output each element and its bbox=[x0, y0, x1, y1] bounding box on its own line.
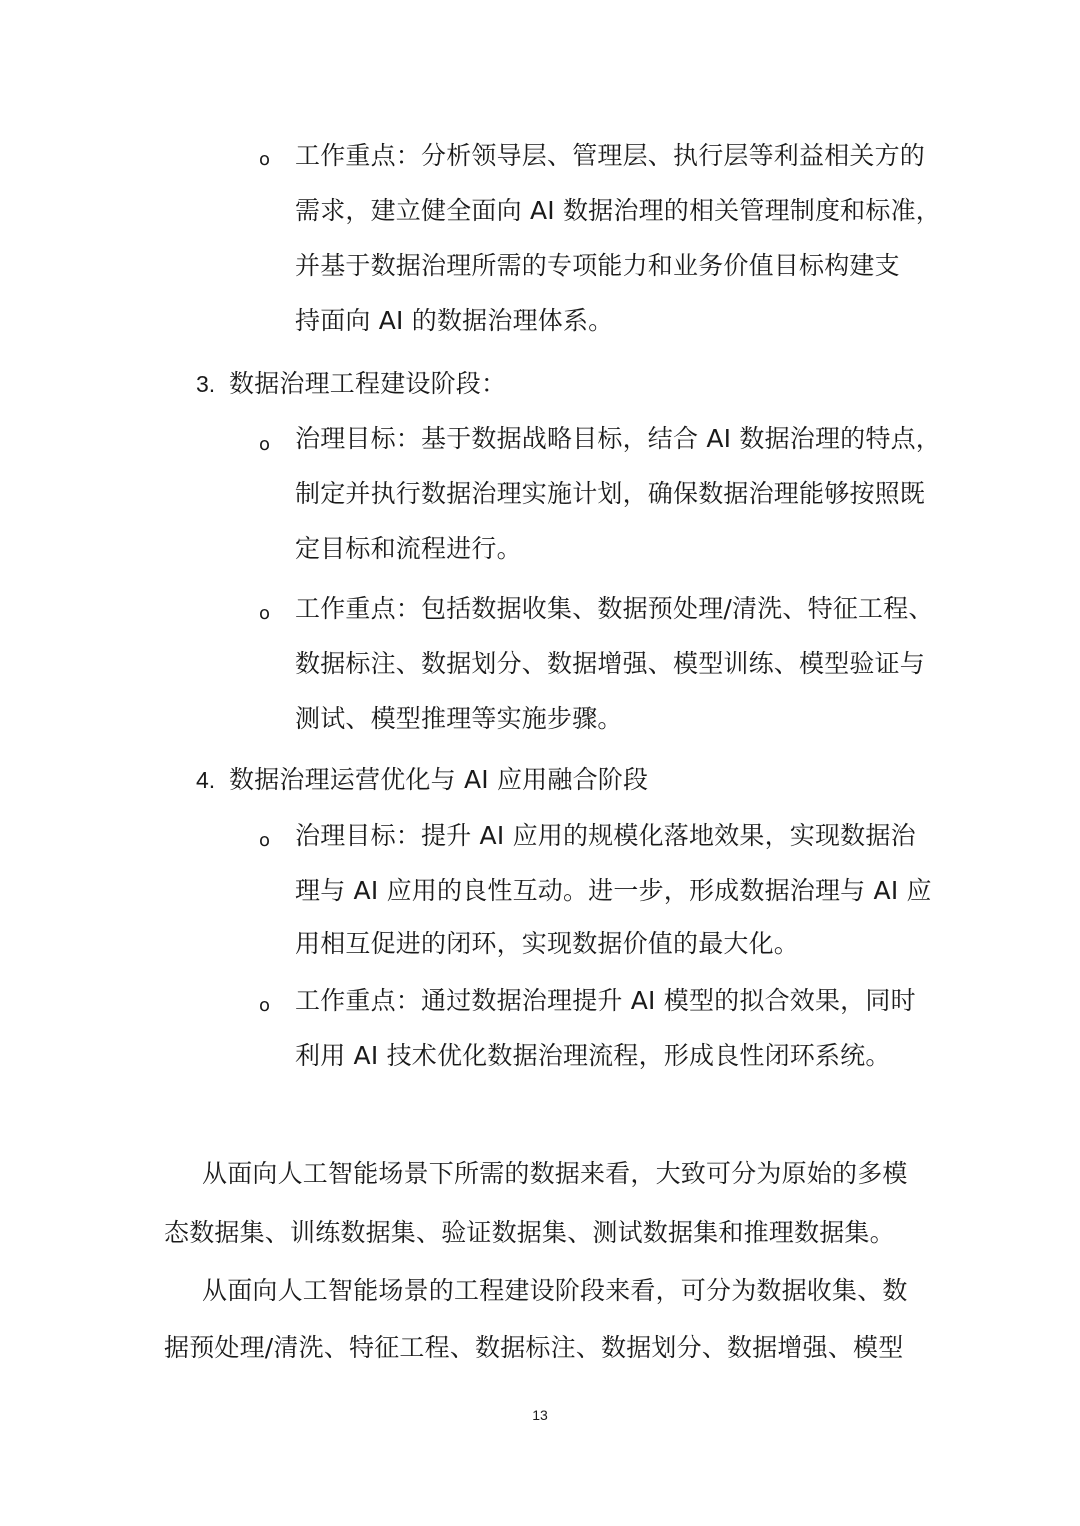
block1-line-3: 并基于数据治理所需的专项能力和业务价值目标构建支 bbox=[295, 251, 900, 280]
section4-bullet1-line-2: 理与 AI 应用的良性互动。进一步，形成数据治理与 AI 应 bbox=[295, 876, 932, 905]
block1-line-1: 工作重点：分析领导层、管理层、执行层等利益相关方的 bbox=[295, 141, 926, 170]
paragraph2-line-2: 据预处理/清洗、特征工程、数据标注、数据划分、数据增强、模型 bbox=[164, 1333, 904, 1362]
block1-line-2: 需求，建立健全面向 AI 数据治理的相关管理制度和标准， bbox=[295, 196, 941, 225]
paragraph1-line-2: 态数据集、训练数据集、验证数据集、测试数据集和推理数据集。 bbox=[164, 1218, 895, 1247]
section4-bullet2-line-1: 工作重点：通过数据治理提升 AI 模型的拟合效果，同时 bbox=[295, 986, 916, 1015]
section3-bullet1-line-2: 制定并执行数据治理实施计划，确保数据治理能够按照既 bbox=[295, 479, 926, 508]
section3-bullet2-line-1: 工作重点：包括数据收集、数据预处理/清洗、特征工程、 bbox=[295, 594, 934, 623]
page-number: 13 bbox=[532, 1407, 548, 1423]
section4-heading: 数据治理运营优化与 AI 应用融合阶段 bbox=[229, 765, 649, 794]
bullet-marker: o bbox=[259, 603, 271, 624]
section3-bullet2-line-3: 测试、模型推理等实施步骤。 bbox=[295, 704, 623, 733]
paragraph2-line-1: 从面向人工智能场景的工程建设阶段来看，可分为数据收集、数 bbox=[202, 1276, 908, 1305]
section3-heading: 数据治理工程建设阶段： bbox=[229, 369, 507, 398]
section3-bullet2-line-2: 数据标注、数据划分、数据增强、模型训练、模型验证与 bbox=[295, 649, 926, 678]
section4-bullet1-line-3: 用相互促进的闭环，实现数据价值的最大化。 bbox=[295, 929, 800, 958]
bullet-marker: o bbox=[259, 149, 271, 170]
section4-bullet1-line-1: 治理目标：提升 AI 应用的规模化落地效果，实现数据治 bbox=[295, 821, 916, 850]
section3-bullet1-line-3: 定目标和流程进行。 bbox=[295, 534, 522, 563]
bullet-marker: o bbox=[259, 995, 271, 1016]
bullet-marker: o bbox=[259, 830, 271, 851]
section3-number: 3. bbox=[196, 371, 216, 397]
block1-line-4: 持面向 AI 的数据治理体系。 bbox=[295, 306, 614, 335]
section4-bullet2-line-2: 利用 AI 技术优化数据治理流程，形成良性闭环系统。 bbox=[295, 1041, 891, 1070]
section3-bullet1-line-1: 治理目标：基于数据战略目标，结合 AI 数据治理的特点， bbox=[295, 424, 941, 453]
section4-number: 4. bbox=[196, 767, 216, 793]
paragraph1-line-1: 从面向人工智能场景下所需的数据来看，大致可分为原始的多模 bbox=[202, 1159, 908, 1188]
bullet-marker: o bbox=[259, 434, 271, 455]
